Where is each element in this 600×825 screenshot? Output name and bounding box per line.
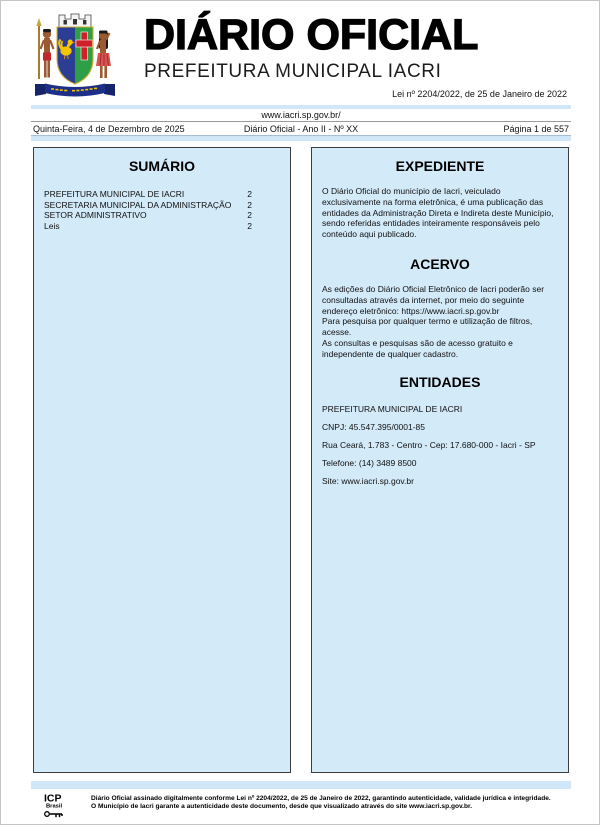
icp-logo-text: ICP: [44, 792, 62, 805]
entidades-line: Rua Ceará, 1.783 - Centro - Cep: 17.680-000 - Iacri - SP: [322, 439, 536, 450]
entidades-list: [322, 404, 556, 486]
summary-item: [44, 221, 252, 232]
entidades-title: ENTIDADES: [399, 373, 481, 390]
acervo-title: ACERVO: [410, 255, 470, 272]
footer-signature-line1: Diário Oficial assinado digitalmente conforme Lei nº 2204/2022, de 25 de Janeiro de 2022, garantindo autenticidade, validade jurídica e integridade.: [91, 795, 551, 802]
summary-item-page: 2: [247, 189, 252, 199]
summary-item: [44, 210, 252, 221]
summary-item-page: 2: [247, 210, 252, 220]
iacri-coat-of-arms-icon: [31, 9, 119, 101]
site-url-row: [31, 109, 571, 122]
summary-item-label: SECRETARIA MUNICIPAL DA ADMINISTRAÇÃO: [44, 199, 232, 210]
page-indicator: Página 1 de 557: [503, 123, 569, 134]
icp-brasil-logo: [41, 792, 83, 820]
summary-item-page: 2: [247, 220, 252, 231]
expediente-title: EXPEDIENTE: [395, 158, 485, 174]
footer-signature-line2: O Município de Iacri garante a autenticidade deste documento, desde que visualizado através do site www.iacri.sp.gov.br.: [91, 803, 473, 811]
summary-title: SUMÁRIO: [128, 158, 196, 174]
entidades-line: CNPJ: 45.547.395/0001-85: [322, 421, 426, 432]
info-box: [311, 147, 569, 773]
infobar: [31, 105, 571, 141]
entidades-line: Site: www.iacri.sp.gov.br: [322, 475, 414, 486]
acervo-line: Para pesquisa por qualquer termo e utilização de filtros, acesse.: [322, 316, 533, 338]
footer-signature: [91, 795, 571, 812]
law-reference: Lei nº 2204/2022, de 25 de Janeiro de 2022: [392, 89, 567, 99]
summary-item-page: 2: [247, 199, 252, 210]
summary-box: [33, 147, 291, 773]
masthead: [144, 13, 574, 83]
summary-item-label: Leis: [44, 220, 60, 231]
footer-band: [31, 781, 571, 789]
gazette-subtitle: PREFEITURA MUNICIPAL IACRI: [144, 61, 442, 83]
key-icon: [45, 812, 62, 818]
expediente-body: O Diário Oficial do município de Iacri, veiculado exclusivamente na forma eletrônica, é uma publicação das entidades da Administração Direta e Indireta deste Município, sendo referidas entidades inteiramente responsáveis pelo conteúdo aqui publicado.: [322, 186, 554, 240]
edition-info: Diário Oficial - Ano II - Nº XX: [243, 123, 359, 134]
icp-logo-subtext: Brasil: [46, 803, 63, 810]
acervo-body: [322, 284, 556, 360]
gazette-title: DIÁRIO OFICIAL: [144, 11, 479, 59]
issue-date: Quinta-Feira, 4 de Dezembro de 2025: [33, 123, 185, 134]
summary-item-label: SETOR ADMINISTRATIVO: [44, 210, 147, 220]
summary-item-label: PREFEITURA MUNICIPAL DE IACRI: [44, 189, 185, 199]
infobar-meta-row: [31, 122, 571, 135]
summary-item: [44, 200, 252, 211]
acervo-line: As consultas e pesquisas são de acesso gratuito e independente de qualquer cadastro.: [322, 337, 513, 359]
entidades-line: Telefone: (14) 3489 8500: [322, 457, 417, 468]
infobar-bottom-band: [31, 135, 571, 141]
site-url: www.iacri.sp.gov.br/: [261, 110, 341, 120]
acervo-line: As edições do Diário Oficial Eletrônico de Iacri poderão ser consultadas através da internet, por meio do seguinte endereço eletrônico: https://www.iacri.sp.gov.br: [322, 283, 545, 316]
entidades-line: PREFEITURA MUNICIPAL DE IACRI: [322, 403, 463, 414]
summary-list: [44, 189, 252, 231]
summary-item: [44, 189, 252, 200]
